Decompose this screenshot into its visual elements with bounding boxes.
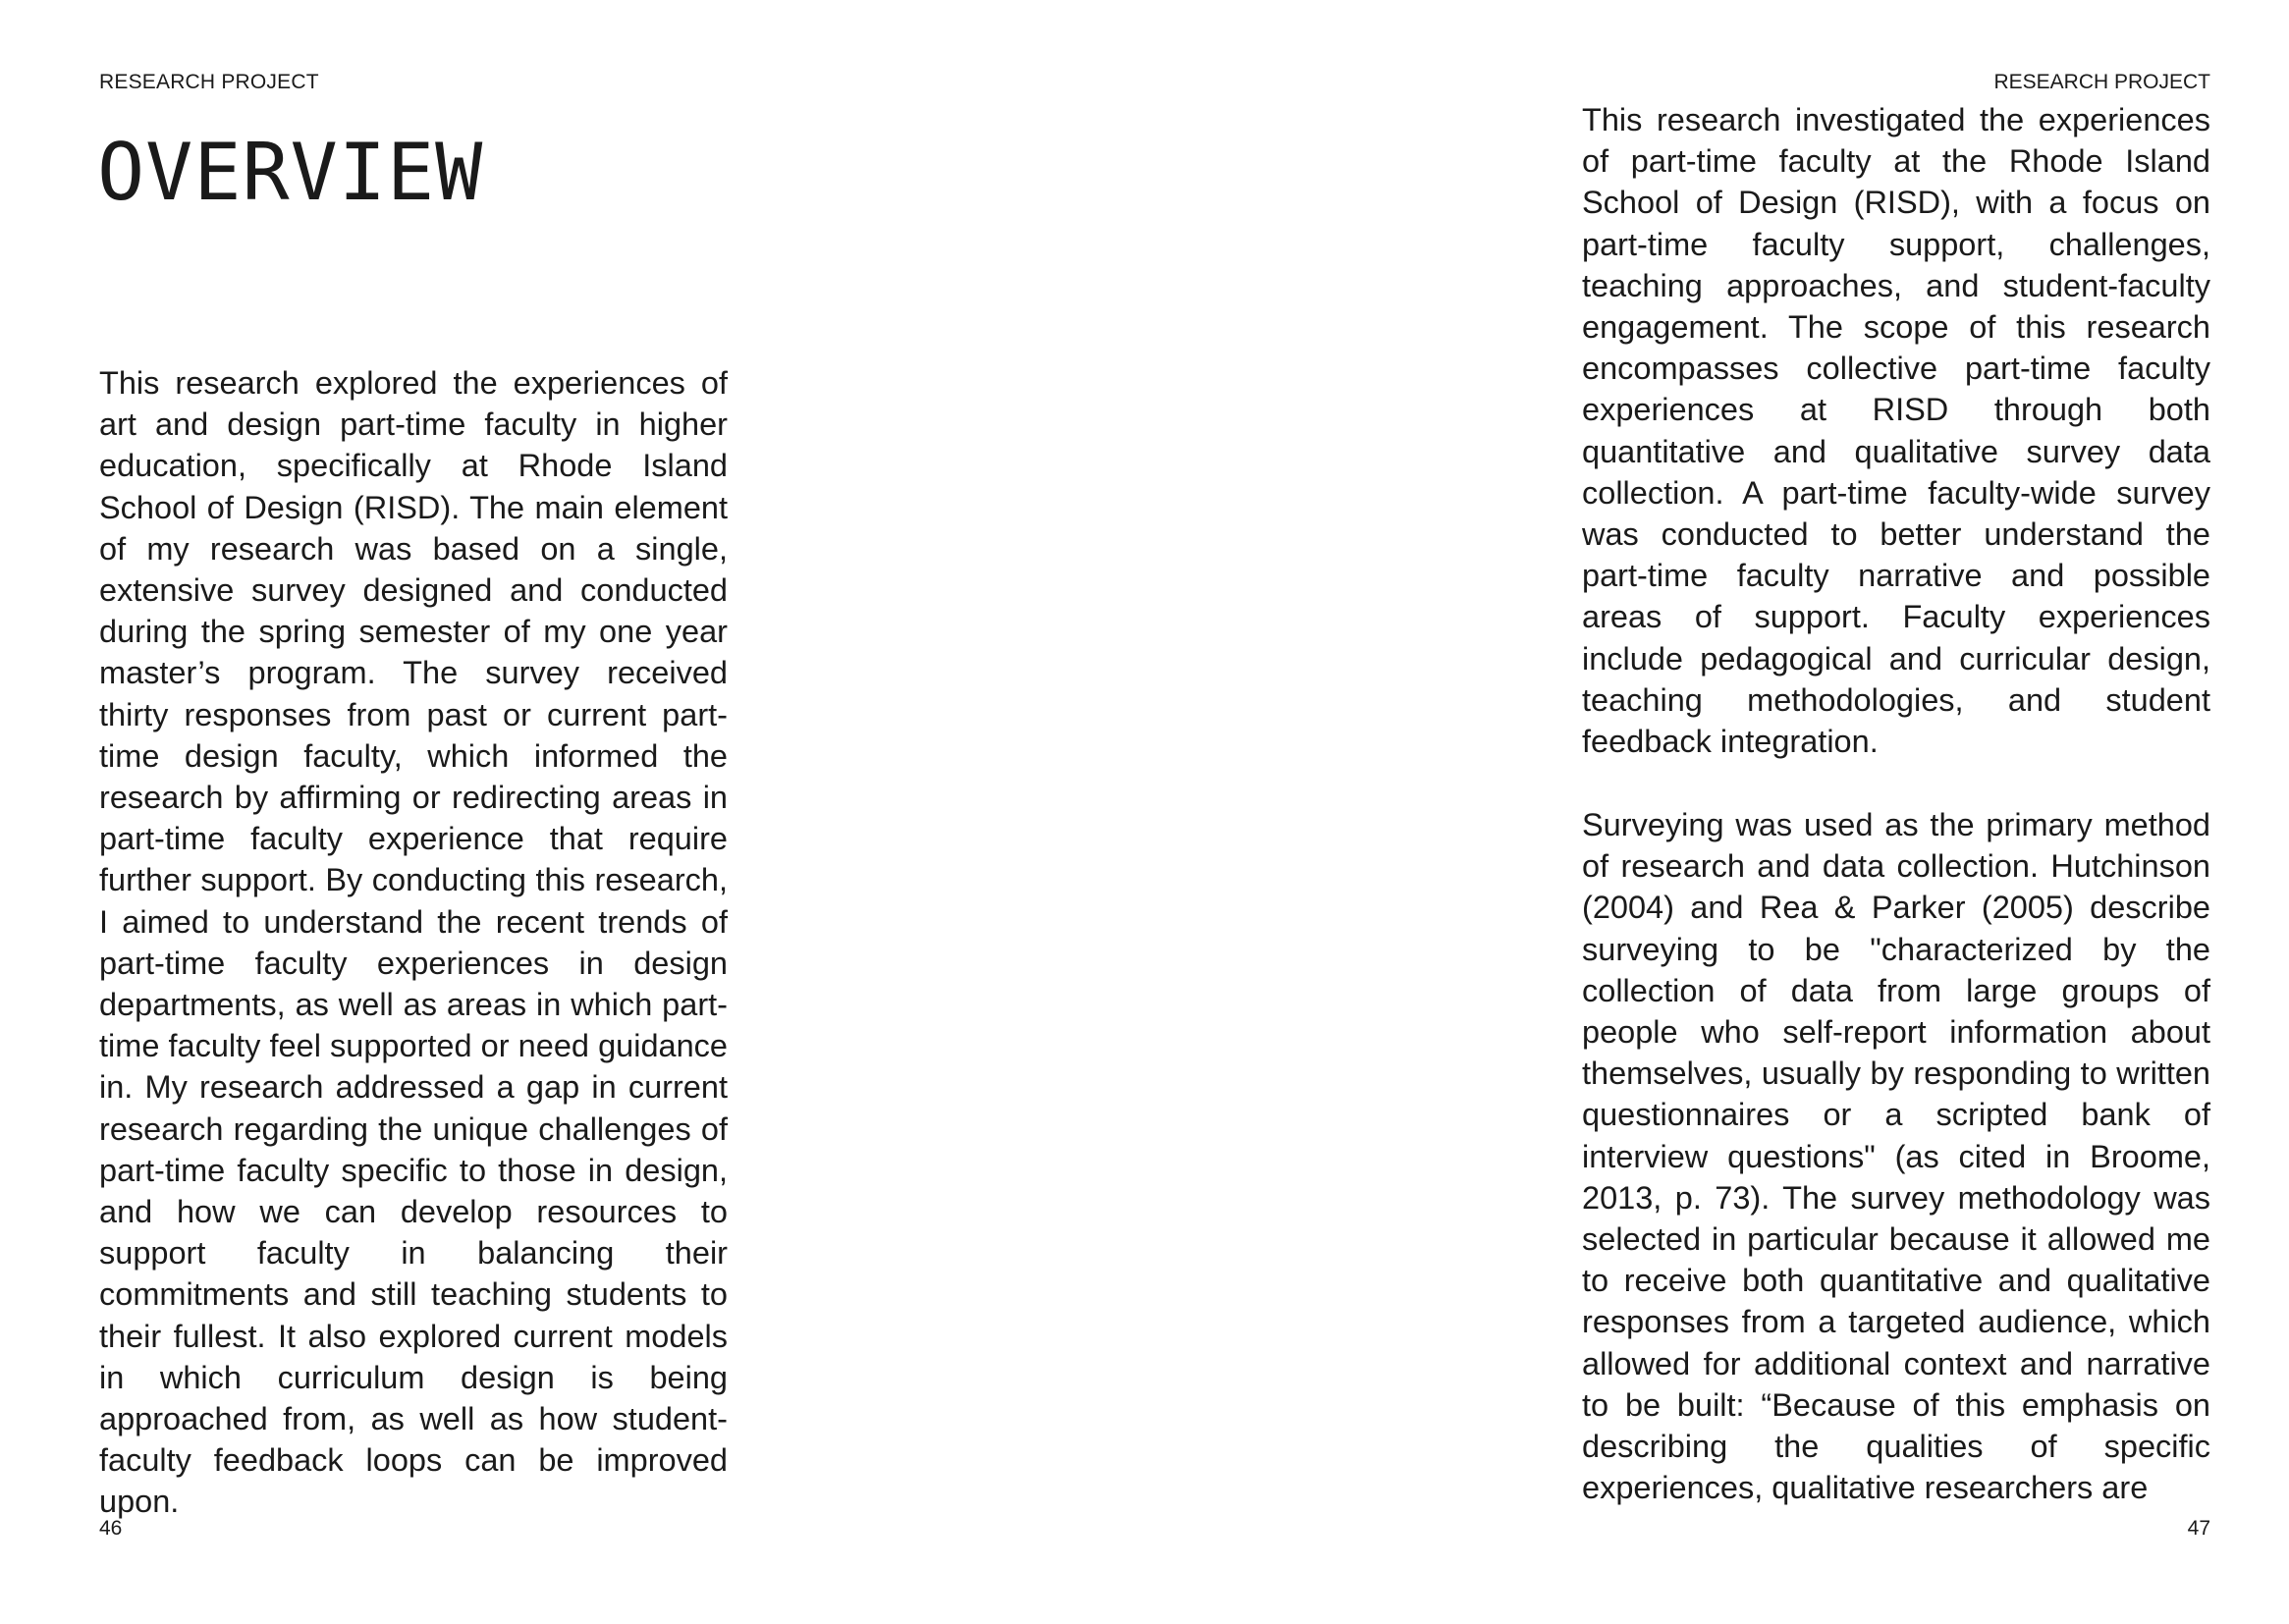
scope-paragraph: This research investigated the experiences of part-time faculty at the Rhode Island School of Design (RISD), with a focus on part-time faculty support, challenges, teaching approaches, and student-faculty engagement. The scope of this research encompasses collective part-time faculty experiences at RISD through both quantitative and qualitative survey data collection. A part-time faculty-wide survey was conducted to better understand the part-time faculty narrative and possible areas of support. Faculty experiences include pedagogical and curricular design, teaching methodologies, and student feedback integration. <box>1582 102 2210 760</box>
running-head-right: RESEARCH PROJECT <box>1993 71 2210 93</box>
overview-body-text: This research explored the experiences of art and design part-time faculty in higher education, specifically at Rhode Island School of Design (RISD). The main element of my research was based on a single, extensive survey designed and conducted during the spring semester of my one year master’s program. The survey received thirty responses from past or current part-time design faculty, which informed the research by affirming or redirecting areas in part-time faculty experience that require further support. By conducting this research, I aimed to understand the recent trends of part-time faculty experiences in design departments, as well as areas in which part-time faculty feel supported or need guidance in. My research addressed a gap in current research regarding the unique challenges of part-time faculty specific to those in design, and how we can develop resources to support faculty in balancing their commitments and still teaching students to their fullest. It also explored current models in which curriculum design is being approached from, as well as how student-faculty feedback loops can be improved upon. <box>99 365 728 1520</box>
running-head-left: RESEARCH PROJECT <box>99 71 319 93</box>
page-number-right: 47 <box>2187 1517 2210 1540</box>
page-number-left: 46 <box>99 1517 123 1540</box>
left-page <box>0 0 1144 1624</box>
page-title: OVERVIEW <box>97 127 484 218</box>
methodology-paragraph: Surveying was used as the primary method of research and data collection. Hutchinson (2004) and Rea & Parker (2005) describe surveying to be "characterized by the collection of data from large groups of people who self-report information about themselves, usually by responding to written questionnaires or a scripted bank of interview questions" (as cited in Broome, 2013, p. 73). The survey methodology was selected in particular because it allowed me to receive both quantitative and qualitative responses from a targeted audience, which allowed for additional context and narrative to be built: “Because of this emphasis on describing the qualities of specific experiences, qualitative researchers are <box>1582 807 2210 1506</box>
